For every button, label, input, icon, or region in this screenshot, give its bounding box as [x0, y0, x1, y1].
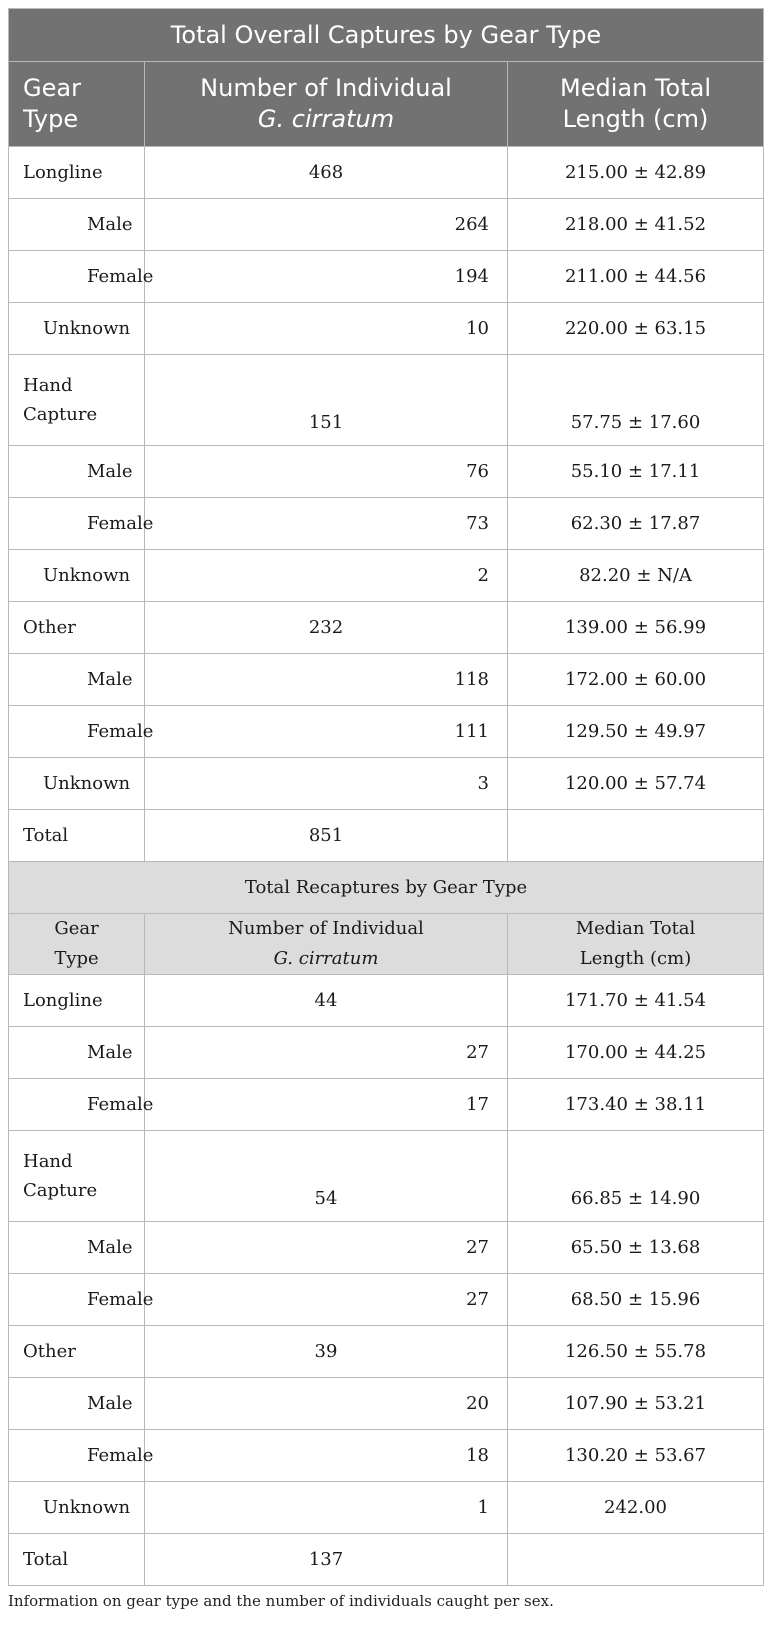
table-row	[9, 355, 764, 446]
median-length-cell: 82.20 ± N/A	[508, 550, 764, 602]
table-row	[9, 975, 764, 1027]
gear-type-cell: Female	[9, 498, 145, 550]
individual-count-cell: 39	[145, 1326, 508, 1378]
gear-type-cell: Female	[9, 1430, 145, 1482]
table-row	[9, 654, 764, 706]
gear-type-cell: Hand Capture	[9, 355, 145, 446]
table-row	[9, 1131, 764, 1222]
gear-type-cell: Unknown	[9, 758, 145, 810]
median-length-cell: 126.50 ± 55.78	[508, 1326, 764, 1378]
median-length-cell: 218.00 ± 41.52	[508, 199, 764, 251]
individual-count-cell: 851	[145, 810, 508, 862]
table-row	[9, 706, 764, 758]
captures-table-title: Total Overall Captures by Gear Type	[9, 9, 764, 62]
median-length-cell: 139.00 ± 56.99	[508, 602, 764, 654]
median-length-cell: 62.30 ± 17.87	[508, 498, 764, 550]
individual-count-cell: 27	[145, 1222, 508, 1274]
median-length-cell: 220.00 ± 63.15	[508, 303, 764, 355]
gear-type-cell: Male	[9, 446, 145, 498]
individual-count-cell: 3	[145, 758, 508, 810]
individual-count-header: Number of Individual G. cirratum	[145, 914, 508, 975]
median-length-cell: 66.85 ± 14.90	[508, 1131, 764, 1222]
table-caption: Information on gear type and the number of individuals caught per sex.	[8, 1592, 554, 1610]
individual-count-cell: 20	[145, 1378, 508, 1430]
table-row	[9, 1534, 764, 1586]
gear-type-cell: Longline	[9, 975, 145, 1027]
median-length-cell: 171.70 ± 41.54	[508, 975, 764, 1027]
individual-count-cell: 151	[145, 355, 508, 446]
median-length-header: Median Total Length (cm)	[508, 914, 764, 975]
gear-type-cell: Female	[9, 1274, 145, 1326]
individual-count-cell: 194	[145, 251, 508, 303]
captures-table	[8, 8, 764, 1586]
individual-count-cell: 118	[145, 654, 508, 706]
table-row	[9, 1222, 764, 1274]
individual-count-cell: 73	[145, 498, 508, 550]
individual-count-cell: 10	[145, 303, 508, 355]
median-length-cell: 211.00 ± 44.56	[508, 251, 764, 303]
individual-count-cell: 111	[145, 706, 508, 758]
gear-type-cell: Other	[9, 1326, 145, 1378]
gear-type-header: Gear Type	[9, 914, 145, 975]
gear-type-header: Gear Type	[9, 62, 145, 147]
median-length-cell: 130.20 ± 53.67	[508, 1430, 764, 1482]
median-length-cell: 120.00 ± 57.74	[508, 758, 764, 810]
median-length-cell: 55.10 ± 17.11	[508, 446, 764, 498]
individual-count-cell: 2	[145, 550, 508, 602]
individual-count-cell: 27	[145, 1027, 508, 1079]
median-length-cell: 68.50 ± 15.96	[508, 1274, 764, 1326]
median-length-cell: 129.50 ± 49.97	[508, 706, 764, 758]
gear-type-cell: Male	[9, 654, 145, 706]
median-length-cell: 170.00 ± 44.25	[508, 1027, 764, 1079]
gear-type-cell: Male	[9, 1027, 145, 1079]
median-length-cell: 215.00 ± 42.89	[508, 147, 764, 199]
table-row	[9, 1274, 764, 1326]
gear-type-cell: Female	[9, 251, 145, 303]
table-row	[9, 810, 764, 862]
data-table-container	[8, 8, 763, 1586]
individual-count-cell: 18	[145, 1430, 508, 1482]
table-row	[9, 602, 764, 654]
median-length-cell	[508, 810, 764, 862]
individual-count-header: Number of Individual G. cirratum	[145, 62, 508, 147]
median-length-cell: 57.75 ± 17.60	[508, 355, 764, 446]
table-row	[9, 498, 764, 550]
table-row	[9, 1326, 764, 1378]
gear-type-cell: Female	[9, 706, 145, 758]
table-row	[9, 251, 764, 303]
table-row	[9, 550, 764, 602]
table-row	[9, 758, 764, 810]
gear-type-cell: Other	[9, 602, 145, 654]
individual-count-cell: 54	[145, 1131, 508, 1222]
individual-count-cell: 17	[145, 1079, 508, 1131]
table-row	[9, 1430, 764, 1482]
table-row	[9, 446, 764, 498]
gear-type-cell: Female	[9, 1079, 145, 1131]
table-row	[9, 147, 764, 199]
gear-type-cell: Unknown	[9, 303, 145, 355]
individual-count-cell: 44	[145, 975, 508, 1027]
median-length-cell: 173.40 ± 38.11	[508, 1079, 764, 1131]
table-row	[9, 1482, 764, 1534]
gear-type-cell: Total	[9, 1534, 145, 1586]
median-length-cell: 172.00 ± 60.00	[508, 654, 764, 706]
gear-type-cell: Male	[9, 1222, 145, 1274]
median-length-cell: 65.50 ± 13.68	[508, 1222, 764, 1274]
median-length-header: Median Total Length (cm)	[508, 62, 764, 147]
median-length-cell	[508, 1534, 764, 1586]
individual-count-cell: 27	[145, 1274, 508, 1326]
table-row	[9, 1079, 764, 1131]
individual-count-cell: 76	[145, 446, 508, 498]
individual-count-cell: 264	[145, 199, 508, 251]
gear-type-cell: Hand Capture	[9, 1131, 145, 1222]
individual-count-cell: 232	[145, 602, 508, 654]
table-row	[9, 1378, 764, 1430]
median-length-cell: 242.00	[508, 1482, 764, 1534]
individual-count-cell: 1	[145, 1482, 508, 1534]
table-row	[9, 199, 764, 251]
individual-count-cell: 137	[145, 1534, 508, 1586]
gear-type-cell: Unknown	[9, 1482, 145, 1534]
individual-count-cell: 468	[145, 147, 508, 199]
table-row	[9, 1027, 764, 1079]
gear-type-cell: Unknown	[9, 550, 145, 602]
table-row	[9, 303, 764, 355]
gear-type-cell: Longline	[9, 147, 145, 199]
recaptures-table-title: Total Recaptures by Gear Type	[9, 862, 764, 914]
median-length-cell: 107.90 ± 53.21	[508, 1378, 764, 1430]
gear-type-cell: Male	[9, 1378, 145, 1430]
gear-type-cell: Total	[9, 810, 145, 862]
gear-type-cell: Male	[9, 199, 145, 251]
